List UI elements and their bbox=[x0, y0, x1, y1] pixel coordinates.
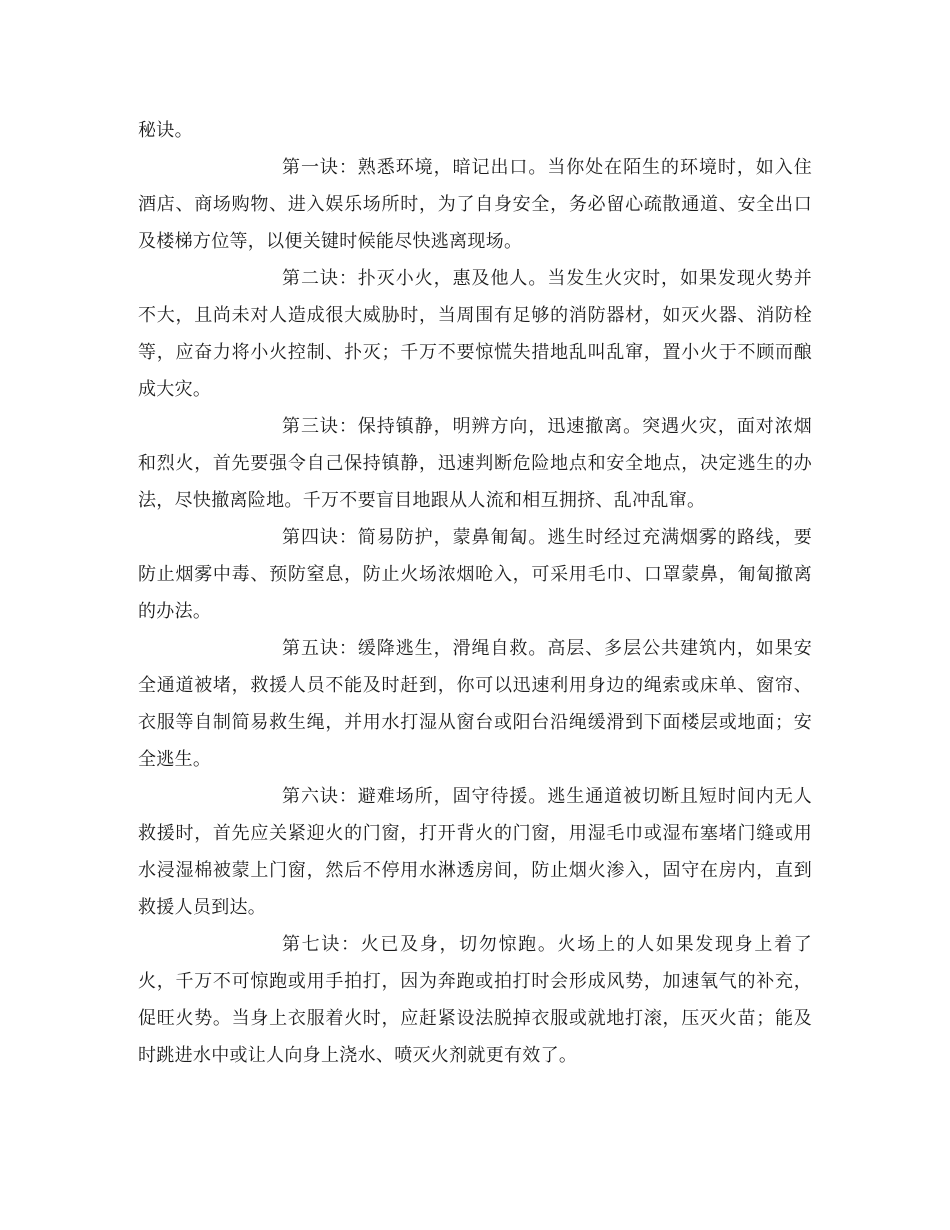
paragraph-tip-4: 第四诀：简易防护，蒙鼻匍匐。逃生时经过充满烟雾的路线，要防止烟雾中毒、预防窒息，防止火场浓烟呛入，可采用毛巾、口罩蒙鼻，匍匐撤离的办法。 bbox=[138, 527, 812, 622]
paragraph-tip-7: 第七诀：火已及身，切勿惊跑。火场上的人如果发现身上着了火，千万不可惊跑或用手拍打，因为奔跑或拍打时会形成风势，加速氧气的补充，促旺火势。当身上衣服着火时，应赶紧设法脱掉衣服或就地打滚，压灭火苗；能及时跳进水中或让人向身上浇水、喷灭火剂就更有效了。 bbox=[138, 934, 812, 1066]
document-body bbox=[138, 112, 812, 1074]
paragraph-tip-5: 第五诀：缓降逃生，滑绳自救。高层、多层公共建筑内，如果安全通道被堵，救援人员不能及时赶到，你可以迅速利用身边的绳索或床单、窗帘、衣服等自制简易救生绳，并用水打湿从窗台或阳台沿绳缓滑到下面楼层或地面；安全逃生。 bbox=[138, 638, 812, 770]
paragraph-tip-2: 第二诀：扑灭小火，惠及他人。当发生火灾时，如果发现火势并不大，且尚未对人造成很大威胁时，当周围有足够的消防器材，如灭火器、消防栓等，应奋力将小火控制、扑灭；千万不要惊慌失措地乱叫乱窜，置小火于不顾而酿成大灾。 bbox=[138, 268, 812, 400]
paragraph-continuation: 秘诀。 bbox=[138, 120, 193, 141]
paragraph-tip-6: 第六诀：避难场所，固守待援。逃生通道被切断且短时间内无人救援时，首先应关紧迎火的门窗，打开背火的门窗，用湿毛巾或湿布塞堵门缝或用水浸湿棉被蒙上门窗，然后不停用水淋透房间，防止烟火渗入，固守在房内，直到救援人员到达。 bbox=[138, 786, 812, 918]
paragraph-tip-3: 第三诀：保持镇静，明辨方向，迅速撤离。突遇火灾，面对浓烟和烈火，首先要强令自己保持镇静，迅速判断危险地点和安全地点，决定逃生的办法，尽快撤离险地。千万不要盲目地跟从人流和相互拥挤、乱冲乱窜。 bbox=[138, 416, 812, 511]
paragraph-tip-1: 第一诀：熟悉环境，暗记出口。当你处在陌生的环境时，如入住酒店、商场购物、进入娱乐场所时，为了自身安全，务必留心疏散通道、安全出口及楼梯方位等，以便关键时候能尽快逃离现场。 bbox=[138, 157, 812, 252]
